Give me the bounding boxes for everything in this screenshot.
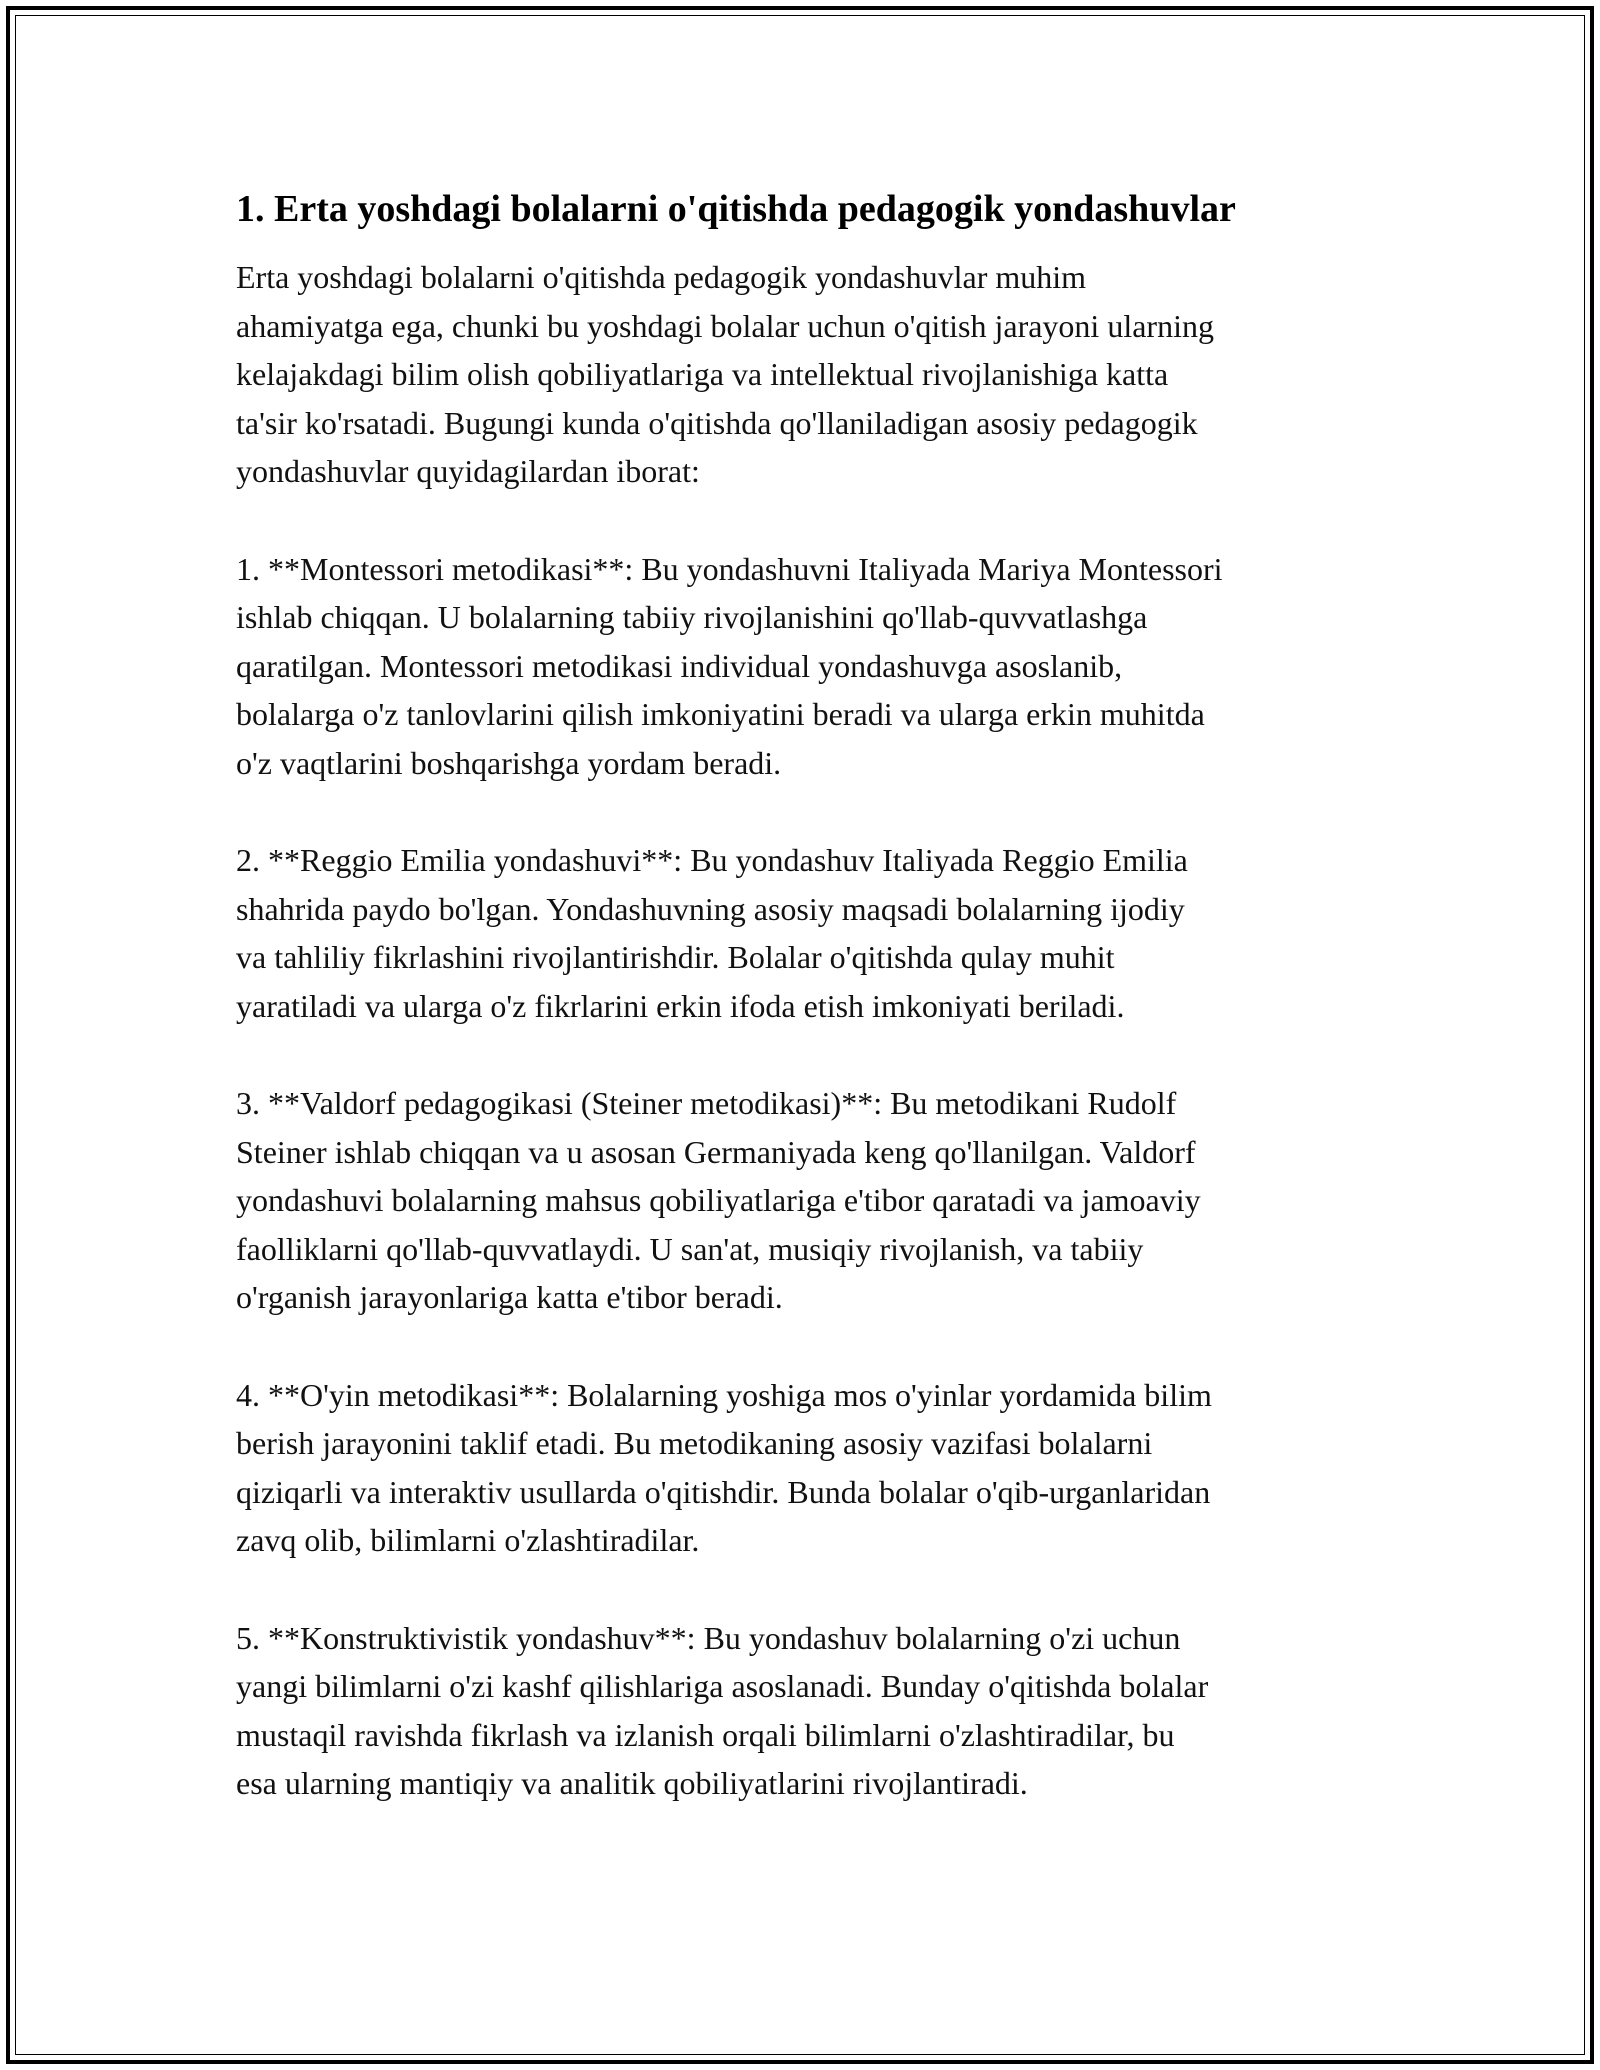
intro-line: ahamiyatga ega, chunki bu yoshdagi bolalar uchun o'qitish jarayoni ularning [236, 307, 1214, 344]
paragraph-gap [236, 788, 1376, 837]
intro-line: kelajakdagi bilim olish qobiliyatlariga va intellektual rivojlanishiga katta [236, 356, 1169, 393]
list-item-line: qaratilgan. Montessori metodikasi individual yondashuvga asoslanib, [236, 647, 1123, 684]
list-item-oyin [236, 1371, 1376, 1565]
list-item-line: ishlab chiqqan. U bolalarning tabiiy rivojlanishini qo'llab-quvvatlashga [236, 599, 1148, 636]
list-item-line: 5. **Konstruktivistik yondashuv**: Bu yondashuv bolalarning o'zi uchun [236, 1619, 1181, 1656]
list-item-line: yangi bilimlarni o'zi kashf qilishlariga asoslanadi. Bunday o'qitishda bolalar [236, 1668, 1209, 1705]
intro-line: yondashuvlar quyidagilardan iborat: [236, 453, 700, 490]
list-item-line: qiziqarli va interaktiv usullarda o'qitishdir. Bunda bolalar o'qib-urganlaridan [236, 1473, 1211, 1510]
list-item-line: 2. **Reggio Emilia yondashuvi**: Bu yondashuv Italiyada Reggio Emilia [236, 842, 1188, 879]
intro-paragraph [236, 253, 1376, 496]
list-item-line: 3. **Valdorf pedagogikasi (Steiner metodikasi)**: Bu metodikani Rudolf [236, 1085, 1177, 1122]
section-heading: 1. Erta yoshdagi bolalarni o'qitishda pedagogik yondashuvlar [236, 188, 1236, 230]
list-item-line: yondashuvi bolalarning mahsus qobiliyatlariga e'tibor qaratadi va jamoaviy [236, 1182, 1201, 1219]
list-item-line: o'rganish jarayonlariga katta e'tibor beradi. [236, 1279, 783, 1316]
paragraph-gap [236, 1565, 1376, 1614]
document-body [236, 185, 1376, 1808]
list-item-line: shahrida paydo bo'lgan. Yondashuvning asosiy maqsadi bolalarning ijodiy [236, 890, 1185, 927]
list-item-line: o'z vaqtlarini boshqarishga yordam beradi. [236, 744, 782, 781]
paragraph-gap [236, 1322, 1376, 1371]
intro-line: ta'sir ko'rsatadi. Bugungi kunda o'qitishda qo'llaniladigan asosiy pedagogik [236, 404, 1198, 441]
list-item-line: yaratiladi va ularga o'z fikrlarini erkin ifoda etish imkoniyati beriladi. [236, 987, 1125, 1024]
list-item-line: faolliklarni qo'llab-quvvatlaydi. U san'at, musiqiy rivojlanish, va tabiiy [236, 1230, 1144, 1267]
list-item-valdorf [236, 1079, 1376, 1322]
list-item-line: 1. **Montessori metodikasi**: Bu yondashuvni Italiyada Mariya Montessori [236, 550, 1223, 587]
list-item-line: va tahliliy fikrlashini rivojlantirishdir. Bolalar o'qitishda qulay muhit [236, 939, 1115, 976]
list-item-line: Steiner ishlab chiqqan va u asosan Germaniyada keng qo'llanilgan. Valdorf [236, 1133, 1196, 1170]
list-item-line: esa ularning mantiqiy va analitik qobiliyatlarini rivojlantiradi. [236, 1765, 1028, 1802]
intro-line: Erta yoshdagi bolalarni o'qitishda pedagogik yondashuvlar muhim [236, 259, 1087, 295]
list-item-reggio-emilia [236, 836, 1376, 1030]
list-item-line: mustaqil ravishda fikrlash va izlanish orqali bilimlarni o'zlashtiradilar, bu [236, 1716, 1175, 1753]
list-item-line: 4. **O'yin metodikasi**: Bolalarning yoshiga mos o'yinlar yordamida bilim [236, 1376, 1212, 1413]
paragraph-gap [236, 496, 1376, 545]
list-item-konstruktivistik [236, 1614, 1376, 1808]
list-item-montessori [236, 545, 1376, 788]
list-item-line: zavq olib, bilimlarni o'zlashtiradilar. [236, 1522, 700, 1559]
list-item-line: bolalarga o'z tanlovlarini qilish imkoniyatini beradi va ularga erkin muhitda [236, 696, 1205, 733]
paragraph-gap [236, 1031, 1376, 1080]
list-item-line: berish jarayonini taklif etadi. Bu metodikaning asosiy vazifasi bolalarni [236, 1425, 1153, 1462]
